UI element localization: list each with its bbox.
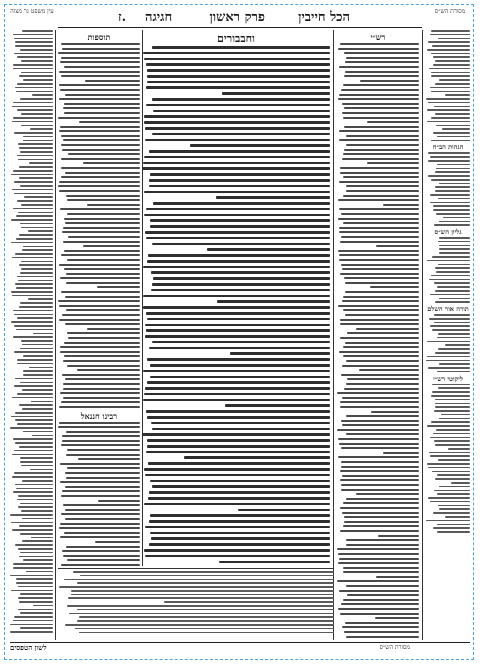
footer-label: לשון הטפסים [10,643,47,652]
left-margin-note: עין משפט נר מצוה [10,8,54,15]
marginal-notes-label: הגהות הב״ח [432,143,464,152]
rabbeinu-heading: רבינו חננאל [80,410,118,421]
rashi-column [337,30,419,640]
rashi-text [337,43,419,640]
tosafot-divider [142,30,143,566]
header-rule [58,27,422,28]
tractate-title: חגיגה [145,10,173,25]
right-margin-note: מסורת הש״ס [434,8,466,15]
torah-or-label: תורה אור השלם [427,305,469,314]
chapter-number: פרק ראשון [209,10,265,25]
gemara-column [142,30,330,566]
talmud-page [10,8,470,658]
gilyon-label: גליון הש״ס [434,228,462,237]
rabbeinu-text [58,422,140,567]
ein-mishpat-text [10,30,53,633]
right-margin-divider [422,30,423,640]
tosafot-column [58,30,140,566]
torah-or-text [426,314,470,372]
running-header [10,8,470,28]
bottom-notes-text [58,571,334,633]
gemara-text [142,46,330,566]
footer-rule [10,642,470,643]
tosafot-text [58,43,140,408]
left-margin-column [10,30,53,640]
likutei-text [426,384,470,533]
marginal-notes-text [426,152,470,225]
page-number: ז. [118,10,127,25]
right-margin-column [426,30,470,640]
left-margin-divider [55,30,56,640]
likutei-label: ליקוטי רש״י [433,374,463,383]
rashi-heading: רש״י [370,32,386,42]
gilyon-text [426,237,470,303]
bottom-notes [58,571,334,639]
gemara-bottom-rule [58,568,334,569]
footer-reference: מסורת הש״ס [379,644,410,651]
marginal-references [426,30,470,141]
tosafot-heading: תוספות [87,32,111,42]
gemara-opening-word: וחבבורים [217,32,255,45]
rashi-divider [333,30,334,640]
chapter-title: הכל חייבין [298,10,350,25]
